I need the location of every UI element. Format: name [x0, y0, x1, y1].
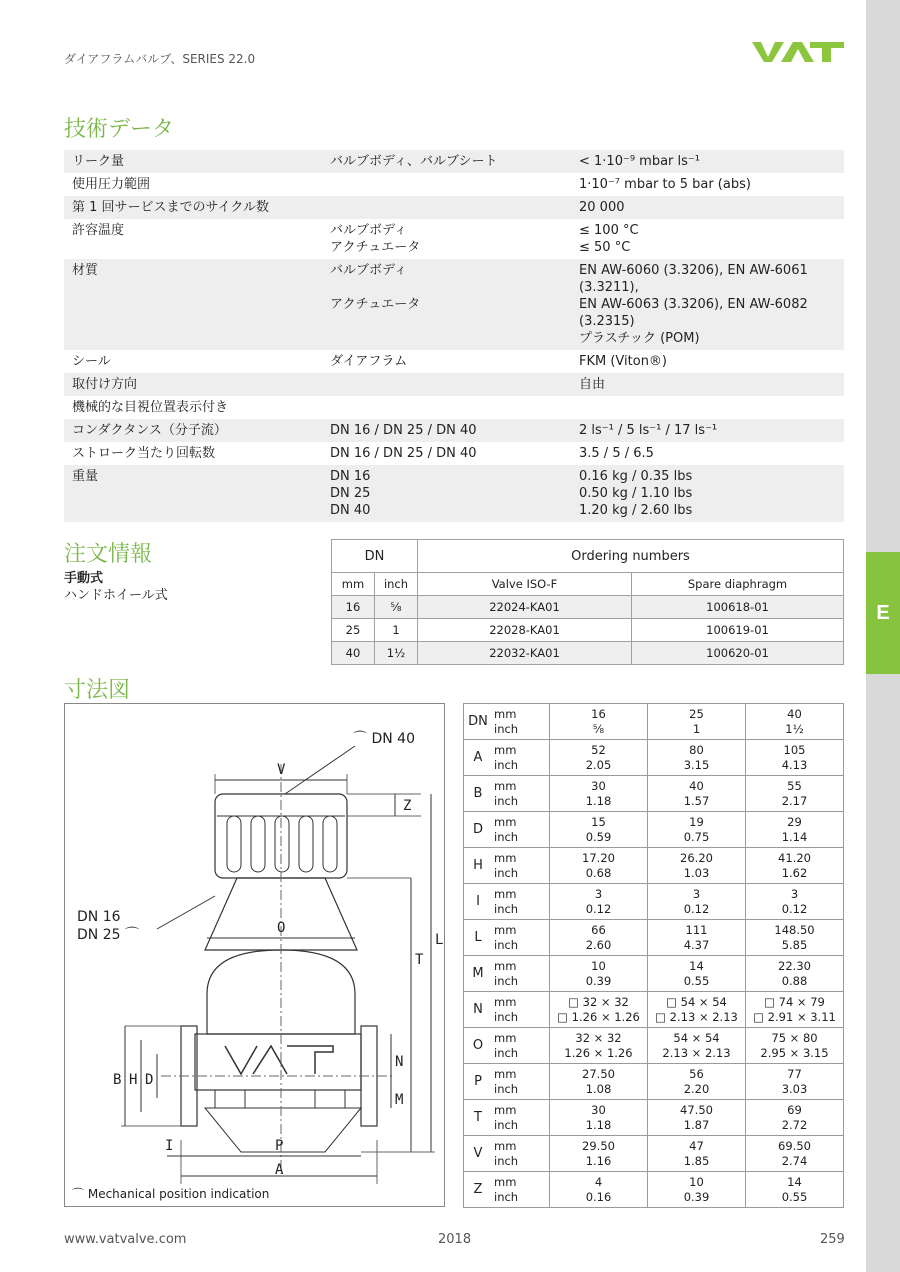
- unit-inch: inch: [494, 1153, 519, 1168]
- dim-value-inch: 2.95 × 3.15: [760, 1045, 829, 1060]
- dim-value-mm: 27.50: [582, 1066, 615, 1081]
- dim-value-inch: 3.03: [781, 1081, 808, 1096]
- dim-value-inch: 0.55: [683, 973, 710, 988]
- unit-mm: mm: [494, 1138, 517, 1153]
- dim-value-mm: 10: [689, 1174, 704, 1189]
- table-row: [332, 619, 844, 642]
- cell-spare: 100618-01: [632, 596, 844, 619]
- order-subtitle: [64, 570, 168, 604]
- dim-key: M: [464, 956, 493, 992]
- dim-value: [648, 740, 746, 776]
- dim-key: D: [464, 812, 493, 848]
- unit-mm: mm: [494, 742, 517, 757]
- dim-label-a: A: [275, 1162, 284, 1178]
- dim-value-mm: 25: [689, 706, 704, 721]
- dim-units: [492, 1028, 550, 1064]
- dim-value: [648, 1136, 746, 1172]
- dim-value-inch: 1.85: [683, 1153, 710, 1168]
- dim-key: V: [464, 1136, 493, 1172]
- dim-value-mm: 17.20: [582, 850, 615, 865]
- table-row: [464, 1064, 844, 1100]
- dim-value-mm: 14: [787, 1174, 802, 1189]
- dim-value-inch: 1.16: [585, 1153, 612, 1168]
- table-row: [464, 992, 844, 1028]
- dim-value-mm: 22.30: [778, 958, 811, 973]
- tech-row: [64, 196, 844, 219]
- dim-value-mm: 29.50: [582, 1138, 615, 1153]
- tech-row: [64, 173, 844, 196]
- unit-mm: mm: [494, 850, 517, 865]
- dim-value-inch: 1.87: [683, 1117, 710, 1132]
- page-number: 259: [820, 1232, 845, 1247]
- dim-value: [550, 1172, 648, 1208]
- dim-value-inch: 3.15: [683, 757, 710, 772]
- th-mm: mm: [332, 573, 375, 596]
- tech-sub: バルブボディ アクチュエータ: [330, 263, 421, 312]
- dim-value-inch: 2.05: [585, 757, 612, 772]
- table-row: [464, 956, 844, 992]
- dim-units: [492, 1136, 550, 1172]
- footer-year: 2018: [438, 1232, 472, 1247]
- tech-sub: [330, 399, 579, 416]
- unit-inch: inch: [494, 937, 519, 952]
- dim-value: [648, 1064, 746, 1100]
- dim-value: [648, 848, 746, 884]
- dim-value-mm: 40: [787, 706, 802, 721]
- dim-value-mm: 111: [685, 922, 708, 937]
- sidebar-bar-bottom: [866, 674, 900, 1272]
- dim-key: P: [464, 1064, 493, 1100]
- dim-key: DN: [464, 704, 493, 740]
- dim-value-inch: 0.12: [585, 901, 612, 916]
- dim-label-o: O: [277, 920, 286, 936]
- dim-units: [492, 956, 550, 992]
- cell-mm: 25: [332, 619, 375, 642]
- dim-value-mm: 80: [689, 742, 704, 757]
- dim-value-inch: 1.57: [683, 793, 710, 808]
- dim-value: [746, 1136, 844, 1172]
- tech-row: [64, 350, 844, 373]
- order-type: 手動式: [64, 571, 104, 586]
- cell-valve: 22024-KA01: [418, 596, 632, 619]
- dims-heading: 寸法図: [64, 678, 131, 703]
- dn16-25-callout: DN 16 DN 25 ⌒: [77, 909, 139, 943]
- unit-inch: inch: [494, 1045, 519, 1060]
- legend: ⌒ Mechanical position indication: [72, 1187, 270, 1201]
- dim-value-mm: 3: [790, 886, 799, 901]
- dim-value-inch: 1.14: [781, 829, 808, 844]
- dim-value: [648, 1172, 746, 1208]
- dim-value-inch: □ 1.26 × 1.26: [557, 1009, 640, 1024]
- dim-value-mm: 15: [591, 814, 606, 829]
- unit-inch: inch: [494, 829, 519, 844]
- dim-key: L: [464, 920, 493, 956]
- tech-sub: [330, 199, 579, 216]
- position-indicator-icon: ⌒: [72, 1187, 85, 1201]
- dim-value-mm: 75 × 80: [771, 1030, 818, 1045]
- dim-key: H: [464, 848, 493, 884]
- dim-value-inch: 0.12: [683, 901, 710, 916]
- dim-value: [550, 812, 648, 848]
- dim-value: [550, 848, 648, 884]
- dim-value-mm: 66: [591, 922, 606, 937]
- dim-value: [550, 1136, 648, 1172]
- dim-value-mm: 47: [689, 1138, 704, 1153]
- dim-value-inch: 0.68: [585, 865, 612, 880]
- th-valve: Valve ISO-F: [418, 573, 632, 596]
- dim-units: [492, 740, 550, 776]
- dim-value: [550, 776, 648, 812]
- dim-value-inch: 0.39: [683, 1189, 710, 1204]
- dim-key: B: [464, 776, 493, 812]
- unit-inch: inch: [494, 973, 519, 988]
- unit-inch: inch: [494, 1009, 519, 1024]
- dim-value-mm: 40: [689, 778, 704, 793]
- cell-valve: 22028-KA01: [418, 619, 632, 642]
- tech-sub: ダイアフラム: [330, 354, 408, 369]
- tech-label: 第 1 回サービスまでのサイクル数: [72, 200, 269, 215]
- dim-value-mm: 69.50: [778, 1138, 811, 1153]
- dim-value-inch: ⅝: [592, 721, 605, 736]
- dim-units: [492, 1064, 550, 1100]
- dim-value-inch: 0.12: [781, 901, 808, 916]
- dim-value-inch: 2.60: [585, 937, 612, 952]
- vat-logo: [752, 40, 844, 64]
- dim-value: [746, 848, 844, 884]
- dimension-drawing: [64, 703, 445, 1207]
- order-subtype: ハンドホイール式: [64, 588, 168, 603]
- tech-row: [64, 219, 844, 259]
- tech-sub: DN 16 / DN 25 / DN 40: [330, 446, 477, 461]
- tech-sub: [330, 376, 579, 393]
- unit-inch: inch: [494, 1189, 519, 1204]
- unit-mm: mm: [494, 1102, 517, 1117]
- dim-value-inch: 1.18: [585, 1117, 612, 1132]
- cell-inch: 1½: [375, 642, 418, 665]
- tech-table: [64, 150, 844, 522]
- dim-value: [648, 1100, 746, 1136]
- dim-value-mm: 3: [594, 886, 603, 901]
- dim-value: [550, 1064, 648, 1100]
- dim-value-inch: 0.75: [683, 829, 710, 844]
- th-spare: Spare diaphragm: [632, 573, 844, 596]
- tech-label: シール: [72, 354, 111, 369]
- dim-value: [746, 1100, 844, 1136]
- table-row: [464, 1136, 844, 1172]
- dimension-table: [463, 703, 844, 1208]
- dim-value-mm: 16: [591, 706, 606, 721]
- dim-value-inch: 1.03: [683, 865, 710, 880]
- tech-label: コンダクタンス（分子流）: [72, 423, 227, 438]
- tech-row: [64, 373, 844, 396]
- dim-value-mm: 105: [783, 742, 806, 757]
- tech-label: ストローク当たり回転数: [72, 446, 216, 461]
- dim-value: [550, 920, 648, 956]
- dim-value-inch: 1: [692, 721, 701, 736]
- dim-key: Z: [464, 1172, 493, 1208]
- dim-value-inch: 2.20: [683, 1081, 710, 1096]
- tech-row: [64, 465, 844, 522]
- tech-value: 3.5 / 5 / 6.5: [579, 446, 654, 461]
- unit-mm: mm: [494, 814, 517, 829]
- dim-value: [746, 992, 844, 1028]
- dim-value-mm: 56: [689, 1066, 704, 1081]
- table-row: [332, 642, 844, 665]
- dim-value-inch: □ 2.91 × 3.11: [753, 1009, 836, 1024]
- dim-value: [550, 992, 648, 1028]
- dim-value-mm: 69: [787, 1102, 802, 1117]
- unit-inch: inch: [494, 721, 519, 736]
- dim-value: [746, 704, 844, 740]
- dim-value: [648, 956, 746, 992]
- table-row: [464, 776, 844, 812]
- cell-mm: 40: [332, 642, 375, 665]
- tech-value: FKM (Viton®): [579, 354, 668, 369]
- dim-units: [492, 704, 550, 740]
- section-tab[interactable]: E: [866, 552, 900, 674]
- dim-value: [746, 740, 844, 776]
- dim-value-mm: 55: [787, 778, 802, 793]
- dim-value-mm: 4: [594, 1174, 603, 1189]
- unit-mm: mm: [494, 1174, 517, 1189]
- th-dn: DN: [332, 540, 418, 573]
- dn40-callout: ⌒ DN 40: [353, 731, 415, 747]
- tech-row: [64, 396, 844, 419]
- dim-units: [492, 920, 550, 956]
- dim-value-inch: 2.17: [781, 793, 808, 808]
- tech-value: 2 ls⁻¹ / 5 ls⁻¹ / 17 ls⁻¹: [579, 423, 718, 438]
- dim-label-n: N: [395, 1054, 404, 1070]
- dim-value: [550, 956, 648, 992]
- dim-value: [550, 884, 648, 920]
- dim-value-inch: 1.08: [585, 1081, 612, 1096]
- dim-label-m: M: [395, 1092, 404, 1108]
- tech-row: [64, 150, 844, 173]
- cell-spare: 100620-01: [632, 642, 844, 665]
- dim-label-l: L: [435, 932, 444, 948]
- dim-value-mm: 30: [591, 778, 606, 793]
- unit-mm: mm: [494, 922, 517, 937]
- table-row: [464, 884, 844, 920]
- dim-value-inch: 5.85: [781, 937, 808, 952]
- tech-label: 許容温度: [72, 223, 125, 238]
- unit-mm: mm: [494, 886, 517, 901]
- dim-value-mm: 26.20: [680, 850, 713, 865]
- unit-inch: inch: [494, 901, 519, 916]
- dim-value-mm: 77: [787, 1066, 802, 1081]
- dim-value-mm: 30: [591, 1102, 606, 1117]
- dim-value-mm: 148.50: [774, 922, 815, 937]
- unit-inch: inch: [494, 793, 519, 808]
- ordering-table: [331, 539, 844, 665]
- dim-value: [648, 992, 746, 1028]
- dim-label-d: D: [145, 1072, 154, 1088]
- dim-value: [648, 812, 746, 848]
- dim-key: O: [464, 1028, 493, 1064]
- dim-value-mm: 14: [689, 958, 704, 973]
- dim-value: [746, 776, 844, 812]
- dim-value-inch: 2.13 × 2.13: [662, 1045, 731, 1060]
- dim-value-inch: 4.13: [781, 757, 808, 772]
- tech-value: 自由: [579, 377, 606, 392]
- table-row: [464, 848, 844, 884]
- dim-value: [648, 884, 746, 920]
- tech-value: < 1·10⁻⁹ mbar ls⁻¹: [579, 154, 700, 169]
- unit-mm: mm: [494, 1030, 517, 1045]
- dim-value-mm: 32 × 32: [575, 1030, 622, 1045]
- dim-label-t: T: [415, 952, 424, 968]
- tech-row: [64, 419, 844, 442]
- dim-value: [550, 740, 648, 776]
- dim-value: [746, 1028, 844, 1064]
- th-inch: inch: [375, 573, 418, 596]
- dim-value: [746, 920, 844, 956]
- table-row: [464, 920, 844, 956]
- dim-value-inch: 0.59: [585, 829, 612, 844]
- dim-value-mm: 10: [591, 958, 606, 973]
- dim-value: [648, 920, 746, 956]
- dim-value-inch: 0.55: [781, 1189, 808, 1204]
- tech-sub: バルブボディ、バルブシート: [330, 154, 498, 169]
- table-row: [464, 1172, 844, 1208]
- dim-value-inch: 1.26 × 1.26: [564, 1045, 633, 1060]
- dim-key: N: [464, 992, 493, 1028]
- dim-value-inch: 2.74: [781, 1153, 808, 1168]
- tech-value: ≤ 100 °C ≤ 50 °C: [579, 223, 639, 255]
- dim-label-i: I: [165, 1138, 174, 1154]
- tech-label: 機械的な目視位置表示付き: [72, 400, 229, 415]
- cell-valve: 22032-KA01: [418, 642, 632, 665]
- tech-value: 0.16 kg / 0.35 lbs 0.50 kg / 1.10 lbs 1.20 kg / 2.60 lbs: [579, 469, 693, 518]
- cell-mm: 16: [332, 596, 375, 619]
- unit-mm: mm: [494, 958, 517, 973]
- dim-value: [550, 1028, 648, 1064]
- dim-units: [492, 992, 550, 1028]
- footer-url[interactable]: www.vatvalve.com: [64, 1232, 187, 1247]
- cell-spare: 100619-01: [632, 619, 844, 642]
- dim-label-b: B: [113, 1072, 122, 1088]
- dim-value-inch: 1.18: [585, 793, 612, 808]
- dim-key: I: [464, 884, 493, 920]
- tech-label: リーク量: [72, 154, 125, 169]
- dim-value-mm: □ 54 × 54: [666, 994, 727, 1009]
- dim-label-h: H: [129, 1072, 138, 1088]
- position-indicator-icon: ⌒: [124, 927, 139, 943]
- dim-value: [746, 884, 844, 920]
- cell-inch: 1: [375, 619, 418, 642]
- sidebar-bar-top: [866, 0, 900, 552]
- dim-value-inch: 0.88: [781, 973, 808, 988]
- tech-row: [64, 442, 844, 465]
- tech-row: [64, 259, 844, 350]
- dim-value: [550, 704, 648, 740]
- document-header: ダイアフラムバルブ、SERIES 22.0: [64, 52, 256, 66]
- dim-units: [492, 1172, 550, 1208]
- dim-value-mm: 41.20: [778, 850, 811, 865]
- tech-value: 20 000: [579, 200, 625, 215]
- dim-value-mm: □ 32 × 32: [568, 994, 629, 1009]
- dim-key: T: [464, 1100, 493, 1136]
- dim-units: [492, 1100, 550, 1136]
- dim-value: [550, 1100, 648, 1136]
- cell-inch: ⅝: [375, 596, 418, 619]
- dim-key: A: [464, 740, 493, 776]
- tech-label: 材質: [72, 263, 99, 278]
- tech-value: EN AW-6060 (3.3206), EN AW-6061 (3.3211), EN AW-6063 (3.3206), EN AW-6082 (3.2315) プラスチック (POM): [579, 263, 808, 346]
- tech-label: 重量: [72, 469, 99, 484]
- table-row: [464, 740, 844, 776]
- dim-value: [746, 1172, 844, 1208]
- dim-value-mm: 47.50: [680, 1102, 713, 1117]
- dim-value: [746, 812, 844, 848]
- dim-value-inch: 1.62: [781, 865, 808, 880]
- dim-label-v: V: [277, 762, 286, 778]
- unit-inch: inch: [494, 757, 519, 772]
- tech-heading: 技術データ: [64, 117, 175, 142]
- tech-value: [579, 399, 844, 416]
- unit-mm: mm: [494, 994, 517, 1009]
- tech-label: 使用圧力範囲: [72, 177, 151, 192]
- th-ordering: Ordering numbers: [418, 540, 844, 573]
- dim-label-z: Z: [403, 798, 412, 814]
- dim-value-inch: □ 2.13 × 2.13: [655, 1009, 738, 1024]
- unit-mm: mm: [494, 1066, 517, 1081]
- dim-units: [492, 848, 550, 884]
- dim-value: [746, 1064, 844, 1100]
- tech-sub: [330, 176, 579, 193]
- dim-value: [648, 776, 746, 812]
- dim-value: [648, 1028, 746, 1064]
- unit-inch: inch: [494, 1081, 519, 1096]
- tech-label: 取付け方向: [72, 377, 138, 392]
- tech-sub: バルブボディ アクチュエータ: [330, 223, 421, 255]
- dim-value-inch: 4.37: [683, 937, 710, 952]
- table-row: [464, 812, 844, 848]
- unit-inch: inch: [494, 865, 519, 880]
- unit-inch: inch: [494, 1117, 519, 1132]
- tech-sub: DN 16 / DN 25 / DN 40: [330, 423, 477, 438]
- tech-sub: DN 16 DN 25 DN 40: [330, 469, 371, 518]
- unit-mm: mm: [494, 706, 517, 721]
- dim-label-p: P: [275, 1138, 284, 1154]
- dim-units: [492, 812, 550, 848]
- dim-value-mm: 29: [787, 814, 802, 829]
- dim-value-mm: 3: [692, 886, 701, 901]
- order-heading: 注文情報: [64, 542, 153, 567]
- dim-value-inch: 1½: [785, 721, 804, 736]
- dim-value-mm: 19: [689, 814, 704, 829]
- dim-value-mm: 54 × 54: [673, 1030, 720, 1045]
- table-row: [332, 596, 844, 619]
- unit-mm: mm: [494, 778, 517, 793]
- position-indicator-icon: ⌒: [353, 731, 367, 747]
- dim-value-inch: 0.16: [585, 1189, 612, 1204]
- table-row: [464, 1100, 844, 1136]
- dim-units: [492, 884, 550, 920]
- dim-units: [492, 776, 550, 812]
- dim-value-mm: □ 74 × 79: [764, 994, 825, 1009]
- dim-value-inch: 2.72: [781, 1117, 808, 1132]
- table-row: [464, 704, 844, 740]
- table-row: [464, 1028, 844, 1064]
- tech-value: 1·10⁻⁷ mbar to 5 bar (abs): [579, 177, 751, 192]
- dim-value-mm: 52: [591, 742, 606, 757]
- dim-value-inch: 0.39: [585, 973, 612, 988]
- dim-value: [648, 704, 746, 740]
- dim-value: [746, 956, 844, 992]
